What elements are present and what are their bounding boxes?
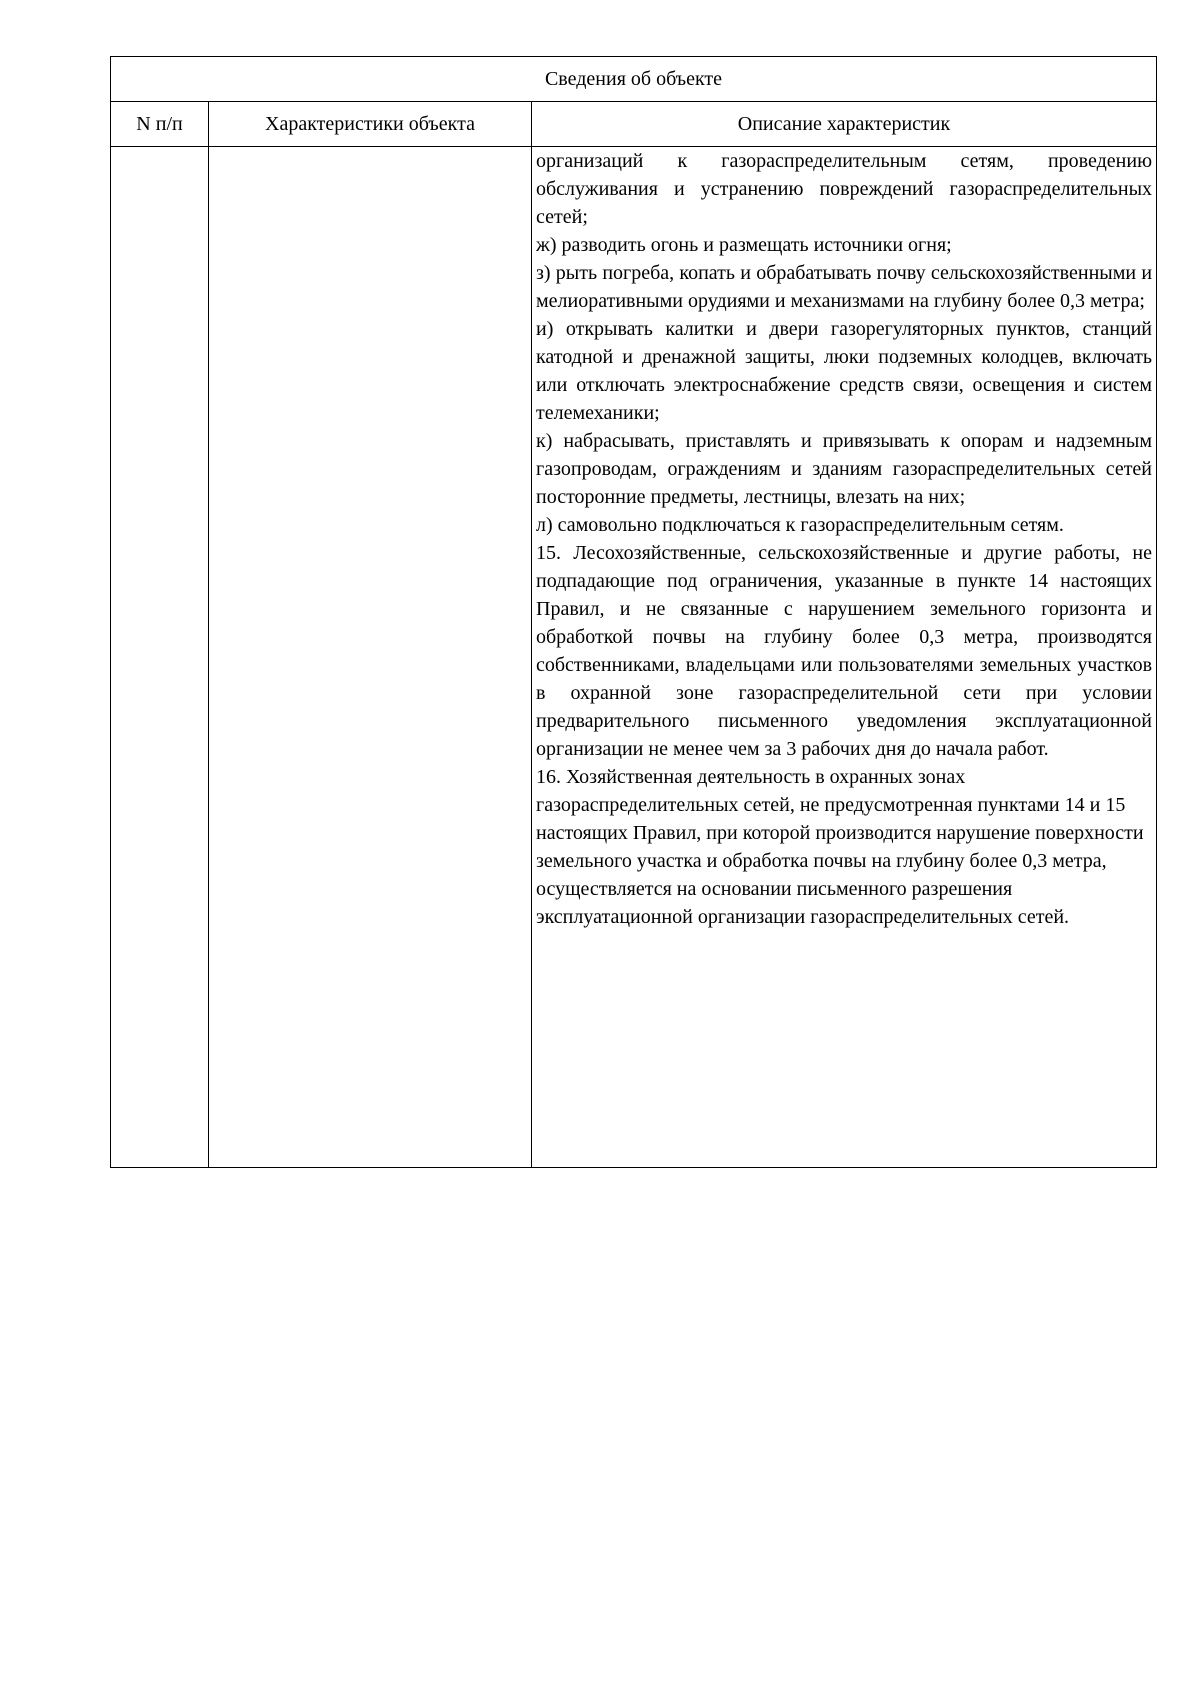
description-paragraph: 15. Лесохозяйственные, сельскохозяйственные и другие работы, не подпадающие под ограничения, указанные в пункте 14 настоящих Правил, и не связанные с нарушением земельного горизонта и обработкой почвы на глубину более 0,3 метра, производятся собственниками, владельцами или пользователями земельных участков в охранной зоне газораспределительной сети при условии предварительного письменного уведомления эксплуатационной организации не менее чем за 3 рабочих дня до начала работ. xyxy=(536,542,1153,760)
description-paragraph: к) набрасывать, приставлять и привязывать к опорам и надземным газопроводам, ограждениям и зданиям газораспределительных сетей посторонние предметы, лестницы, влезать на них; xyxy=(536,430,1153,508)
object-info-table xyxy=(110,56,1157,1168)
description-text xyxy=(536,147,1152,931)
column-header-number: N п/п xyxy=(111,102,209,147)
table-header-row xyxy=(111,102,1157,147)
number-cell xyxy=(111,147,209,1168)
description-paragraph: организаций к газораспределительным сетям, проведению обслуживания и устранению повреждений газораспределительных сетей; xyxy=(536,150,1153,228)
table-title: Сведения об объекте xyxy=(111,57,1157,102)
table-row xyxy=(111,147,1157,1168)
description-paragraph: 16. Хозяйственная деятельность в охранных зонах газораспределительных сетей, не предусмотренная пунктами 14 и 15 настоящих Правил, при которой производится нарушение поверхности земельного участка и обработка почвы на глубину более 0,3 метра, осуществляется на основании письменного разрешения эксплуатационной организации газораспределительных сетей. xyxy=(536,766,1144,928)
table-title-row xyxy=(111,57,1157,102)
description-paragraph: и) открывать калитки и двери газорегуляторных пунктов, станций катодной и дренажной защиты, люки подземных колодцев, включать или отключать электроснабжение средств связи, освещения и систем телемеханики; xyxy=(536,318,1153,424)
description-paragraph: ж) разводить огонь и размещать источники огня; xyxy=(536,234,952,256)
description-paragraph: л) самовольно подключаться к газораспределительным сетям. xyxy=(536,514,1064,536)
description-cell xyxy=(532,147,1157,1168)
characteristics-cell xyxy=(209,147,532,1168)
column-header-characteristics: Характеристики объекта xyxy=(209,102,532,147)
description-paragraph: з) рыть погреба, копать и обрабатывать почву сельскохозяйственными и мелиоративными орудиями и механизмами на глубину более 0,3 метра; xyxy=(536,262,1153,312)
column-header-description: Описание характеристик xyxy=(532,102,1157,147)
